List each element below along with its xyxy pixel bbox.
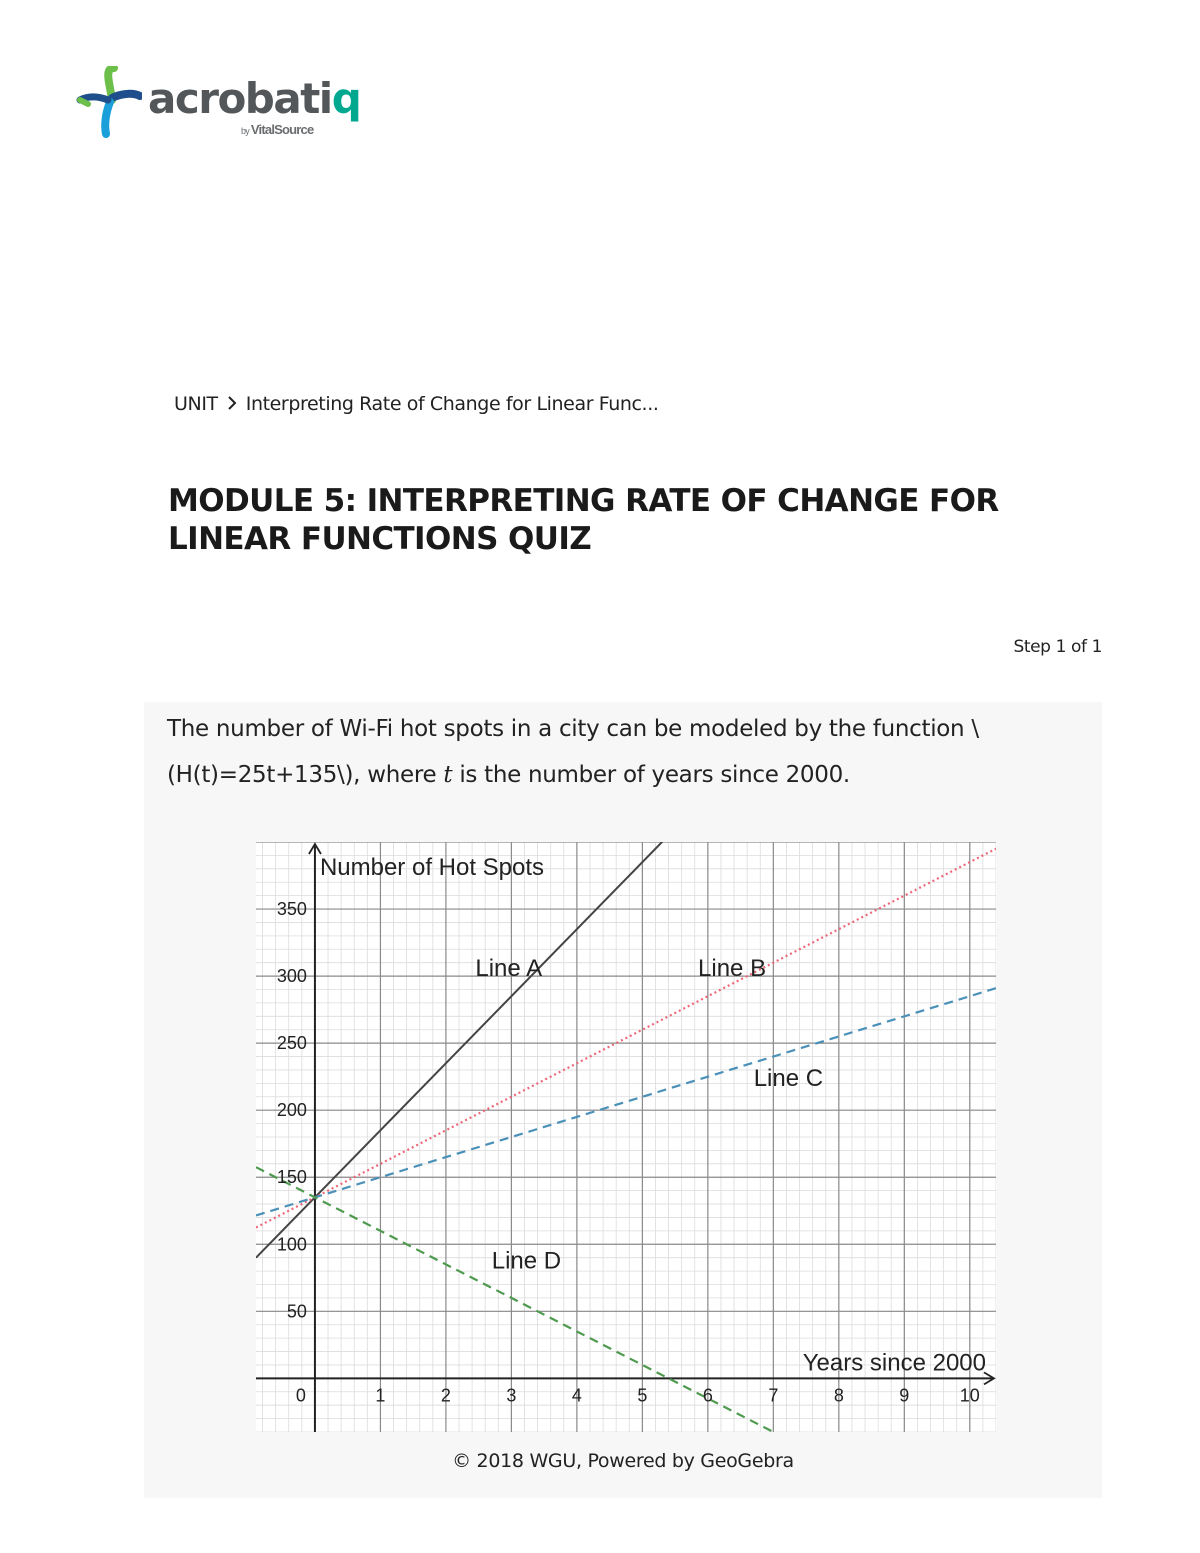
breadcrumb-current-link[interactable]: Interpreting Rate of Change for Linear Func... [245,393,659,415]
y-tick-label: 250 [276,1033,307,1054]
x-tick-label: 6 [702,1385,713,1406]
series-label-line-a: Line A [475,955,543,983]
series-label-line-d: Line D [491,1247,562,1275]
y-tick-label: 150 [276,1167,307,1188]
series-label-line-c: Line C [753,1065,824,1093]
y-tick-label: 300 [276,966,307,987]
y-axis-label: Number of Hot Spots [319,854,545,881]
y-tick-label: 350 [276,899,307,920]
x-tick-label: 2 [440,1385,451,1406]
x-tick-label: 8 [833,1385,844,1406]
y-tick-label: 100 [276,1234,307,1255]
brand-wordmark: acrobatiq [148,74,361,123]
breadcrumb-unit-link[interactable]: UNIT [174,393,218,415]
acrobatiq-logo-icon [76,66,142,138]
series-label-line-b: Line B [698,955,767,983]
step-indicator: Step 1 of 1 [1013,637,1102,657]
question-text: The number of Wi-Fi hot spots in a city can be modeled by the function \(H(t)=25t+135\), where t is the number of years since 2000. [167,716,979,788]
question-card [144,702,1102,1498]
x-tick-label: 4 [571,1385,582,1406]
x-tick-label: 9 [899,1385,910,1406]
y-tick-label: 50 [286,1301,307,1322]
chevron-right-icon [218,392,246,416]
x-tick-label: 3 [506,1385,517,1406]
brand-logo[interactable] [76,66,376,146]
chart-svg [256,842,996,1432]
page-title: MODULE 5: INTERPRETING RATE OF CHANGE FOR LINEAR FUNCTIONS QUIZ [168,483,999,557]
graph-credit: © 2018 WGU, Powered by GeoGebra [452,1450,794,1472]
x-tick-label: 0 [295,1385,306,1406]
x-tick-label: 7 [768,1385,779,1406]
x-axis-label: Years since 2000 [802,1349,986,1377]
x-tick-label: 5 [637,1385,648,1406]
x-tick-label: 10 [959,1385,980,1406]
y-tick-label: 200 [276,1100,307,1121]
breadcrumb [174,392,658,416]
brand-byline: by VitalSource [241,122,314,137]
x-tick-label: 1 [375,1385,386,1406]
hot-spots-graph [256,842,996,1432]
